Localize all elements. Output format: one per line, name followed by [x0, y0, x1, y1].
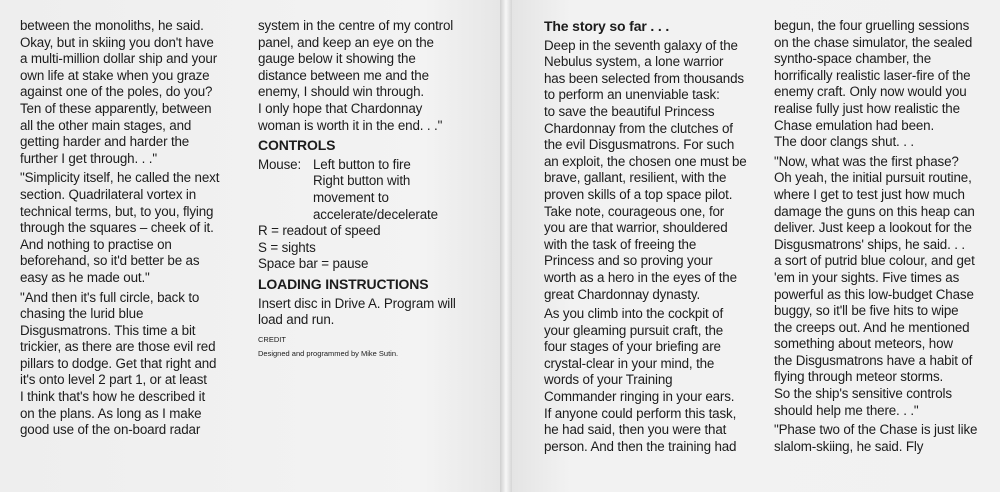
text-line: chasing the lurid blue	[20, 306, 144, 322]
credit-label: CREDIT	[258, 334, 286, 344]
text-line: Disgusmatrons. This time a bit	[20, 322, 196, 338]
text-line: to save the beautiful Princess	[544, 103, 715, 119]
text-line: own life at stake when you graze	[20, 67, 210, 83]
text-line: good use of the on-board radar	[20, 422, 201, 438]
text-line: through the squares – cheek of it.	[20, 220, 214, 236]
text-line: he had said, then you were that	[544, 422, 727, 438]
text-line: Chase emulation had been.	[774, 117, 935, 133]
mouse-description-line: Right button with	[313, 173, 411, 189]
credit-text: Designed and programmed by Mike Sutin.	[258, 348, 399, 358]
text-line: distance between me and the	[258, 67, 429, 83]
text-line: powerful as this low-budget Chase	[774, 286, 974, 302]
text-line: Nebulus system, a lone warrior	[544, 54, 724, 70]
text-line: deliver. Just keep a lookout for the	[774, 220, 972, 236]
text-line: realise fully just how realistic the	[774, 100, 960, 116]
text-line: crystal-clear in your mind, the	[544, 355, 715, 371]
text-line: between the monoliths, he said.	[20, 18, 204, 33]
text-line: words of your Training	[544, 372, 673, 388]
text-line: person. And then the training had	[544, 438, 737, 454]
paragraph	[774, 422, 996, 455]
text-line: should help me there. . ."	[774, 402, 919, 418]
controls-list	[258, 157, 490, 273]
paragraph	[258, 18, 490, 134]
text-line: load and run.	[258, 312, 335, 328]
text-line: technical terms, but, to you, flying	[20, 203, 214, 219]
text-line: the creeps out. And he mentioned	[774, 319, 970, 335]
text-line: on the plans. As long as I make	[20, 405, 202, 421]
text-line: Take note, courageous one, for	[544, 203, 725, 219]
mouse-description-line: accelerate/decelerate	[313, 206, 438, 222]
text-line: a multi-million dollar ship and your	[20, 51, 218, 67]
text-line: where I get to test just how much	[774, 186, 965, 202]
mouse-control-row	[258, 157, 490, 174]
text-line: proven skills of a top space pilot.	[544, 186, 733, 202]
text-line: Deep in the seventh galaxy of the	[544, 37, 738, 53]
text-line: I only hope that Chardonnay	[258, 100, 423, 116]
text-line: on the chase simulator, the sealed	[774, 34, 973, 50]
text-line: a sort of putrid blue colour, and get	[774, 253, 975, 269]
text-line: flying through meteor storms.	[774, 369, 944, 385]
text-line: gauge below it showing the	[258, 51, 416, 67]
text-line: has been selected from thousands	[544, 70, 744, 86]
text-line: Insert disc in Drive A. Program will	[258, 295, 456, 311]
text-line: slalom-skiing, he said. Fly	[774, 438, 924, 454]
text-line: Ten of these apparently, between	[20, 100, 212, 116]
text-line: to perform an unenviable task:	[544, 87, 720, 103]
text-line: the Disgusmatrons have a habit of	[774, 352, 973, 368]
text-line: "And then it's full circle, back to	[20, 289, 200, 305]
column-3	[544, 18, 766, 458]
column-1	[20, 18, 245, 442]
text-line: I think that's how he described it	[20, 389, 206, 405]
loading-heading: LOADING INSTRUCTIONS	[258, 275, 429, 292]
text-line: horrifically realistic laser-fire of the	[774, 67, 971, 83]
text-line: with the task of freeing the	[544, 236, 697, 252]
paragraph	[20, 170, 245, 286]
page-gutter	[500, 0, 512, 492]
text-line: your gleaming pursuit craft, the	[544, 322, 724, 338]
text-line: 'em in your sights. Five times as	[774, 269, 960, 285]
text-line: And nothing to practise on	[20, 236, 172, 252]
text-line: woman is worth it in the end. . ."	[258, 117, 443, 133]
paragraph	[544, 306, 766, 455]
text-line: the evil Disgusmatrons. For such	[544, 137, 735, 153]
text-line: Disgusmatrons' ships, he said. . .	[774, 236, 965, 252]
text-line: an exploit, the chosen one must be	[544, 153, 747, 169]
text-line: worth as a hero in the eyes of the	[544, 269, 737, 285]
text-line: brave, gallant, resilient, with the	[544, 170, 727, 186]
text-line: pillars to dodge. Get that right and	[20, 355, 217, 371]
control-line: S = sights	[258, 239, 316, 255]
text-line: something about meteors, how	[774, 336, 953, 352]
mouse-description-line: Left button to fire	[313, 156, 411, 172]
right-page	[512, 0, 1000, 492]
paragraph	[544, 38, 766, 304]
text-line: enemy, I should win through.	[258, 84, 425, 100]
text-line: As you climb into the cockpit of	[544, 306, 724, 322]
text-line: Princess and so proving your	[544, 253, 713, 269]
text-line: beforehand, so it'd better be as	[20, 253, 200, 269]
text-line: system in the centre of my control	[258, 18, 454, 33]
text-line: If anyone could perform this task,	[544, 405, 737, 421]
text-line: syntho-space chamber, the	[774, 51, 932, 67]
text-line: easy as he made out."	[20, 269, 150, 285]
paragraph	[774, 18, 996, 151]
control-line: R = readout of speed	[258, 223, 381, 239]
text-line: Commander ringing in your ears.	[544, 389, 735, 405]
text-line: The door clangs shut. . .	[774, 134, 914, 150]
text-line: "Phase two of the Chase is just like	[774, 422, 978, 438]
story-heading: The story so far . . .	[544, 18, 670, 34]
text-line: buggy, so it'll be five hits to wipe	[774, 303, 959, 319]
controls-heading: CONTROLS	[258, 137, 336, 154]
text-line: Chardonnay from the clutches of	[544, 120, 733, 136]
text-line: begun, the four gruelling sessions	[774, 18, 970, 33]
paragraph	[20, 18, 245, 167]
column-4	[774, 18, 996, 458]
text-line: section. Quadrilateral vortex in	[20, 186, 197, 202]
control-line: Space bar = pause	[258, 256, 369, 272]
text-line: enemy craft. Only now would you	[774, 84, 967, 100]
text-line: Oh yeah, the initial pursuit routine,	[774, 170, 972, 186]
text-line: further I get through. . ."	[20, 150, 157, 166]
text-line: all the other main stages, and	[20, 117, 192, 133]
text-line: So the ship's sensitive controls	[774, 386, 952, 402]
text-line: great Chardonnay dynasty.	[544, 286, 701, 302]
text-line: "Now, what was the first phase?	[774, 153, 959, 169]
mouse-label: Mouse:	[258, 156, 302, 172]
text-line: against one of the poles, do you?	[20, 84, 213, 100]
text-line: getting harder and harder the	[20, 134, 190, 150]
text-line: Okay, but in skiing you don't have	[20, 34, 214, 50]
paragraph	[774, 154, 996, 420]
column-2	[258, 18, 490, 359]
text-line: four stages of your briefing are	[544, 339, 721, 355]
text-line: trickier, as there are those evil red	[20, 339, 216, 355]
paragraph	[20, 290, 245, 439]
text-line: "Simplicity itself, he called the next	[20, 170, 220, 186]
text-line: panel, and keep an eye on the	[258, 34, 434, 50]
loading-paragraph	[258, 296, 490, 329]
mouse-description-line: movement to	[313, 189, 389, 205]
text-line: you are that warrior, shouldered	[544, 220, 728, 236]
text-line: damage the guns on this heap can	[774, 203, 975, 219]
text-line: it's onto level 2 part 1, or at least	[20, 372, 207, 388]
